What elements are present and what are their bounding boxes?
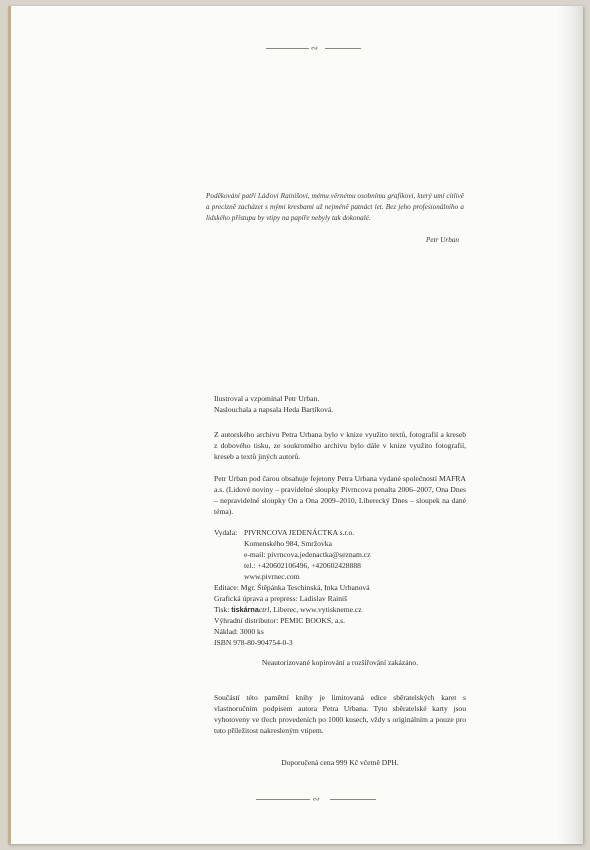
publisher-web: www.pivrnec.com [244, 572, 300, 581]
limited-edition-paragraph: Součástí této pamětní knihy je limitovaná edice sběratelských karet s vlastnoručním podpisem autora Petra Urbana. Tyto sběratelské karty jsou vyhotoveny ve třech provedeních po 1000 kusech, vždy s originálním a pouze pro tuto příležitost nakresleným vtipem. [214, 693, 466, 735]
columns-paragraph: Petr Urban pod čarou obsahuje fejetony Petra Urbana vydané společností MAFRA a.s. (Lidové noviny – pravidelné sloupky Pivrncova penalta 2006–2007, Ona Dnes – nepravidelné sloupky On a Ona 2009–2010, Liberecký Dnes – sloupek na dané téma). [214, 474, 466, 516]
imprint-design: Grafická úprava a prepress: Ladislav Rainiš [214, 594, 348, 603]
print-label: Tisk: [214, 605, 230, 614]
publisher-address: Komenského 984, Smržovka [244, 539, 332, 548]
publisher-email: e-mail: pivrncova.jedenactka@seznam.cz [244, 550, 371, 559]
printer-details: , Liberec, www.vytiskneme.cz [269, 605, 362, 614]
imprint-run: Náklad: 3000 ks [214, 627, 264, 636]
copyright-notice: Neautorizované kopírování a rozšiřování zakázáno. [261, 658, 419, 667]
ornament-line-left [256, 799, 310, 800]
price-note: Doporučená cena 999 Kč včetně DPH. [281, 758, 399, 767]
top-ornament [266, 43, 361, 55]
acknowledgement-signature: Petr Urban [426, 236, 459, 244]
imprint-editors: Editace: Mgr. Štěpánka Teschinská, Inka Urbanová [214, 583, 370, 592]
publisher-label: Vydala: [214, 528, 238, 537]
imprint-block [214, 527, 466, 648]
imprint-isbn: ISBN 978-80-904754-0-3 [214, 638, 293, 647]
page-gutter-shadow [557, 6, 583, 844]
ornament-line-right [325, 48, 361, 49]
imprint-publisher-row [214, 527, 466, 538]
printer-logo-bold: tiskárna [231, 605, 259, 614]
ornament-line-left [266, 48, 309, 49]
ornament-swirl-icon: ∾ [310, 43, 319, 53]
ornament-line-right [330, 799, 376, 800]
imprint-print [214, 604, 466, 615]
archive-paragraph: Z autorského archivu Petra Urbana bylo v knize využito textů, fotografií a kreseb z dobového tisku, ze soukromého archivu bylo dále v knize využito fotografií, kreseb a textů jiných autorů. [214, 430, 466, 461]
publisher-name: PIVRNCOVA JEDENÁCTKA s.r.o. [244, 528, 355, 537]
acknowledgement-text: Poděkování patří Láďovi Rainišovi, mému věrnému osobnímu grafikovi, který umí citlivě a precizně zacházet s mými kresbami už nejméně patnáct let. Bez jeho profesionálního a lidského přístupu by vtipy na papíře nebyly tak dokonalé. [206, 192, 464, 222]
book-page [8, 6, 583, 844]
ornament-swirl-icon: ∾ [312, 794, 320, 804]
printer-logo-italic: ctrl [258, 605, 270, 614]
bottom-ornament [256, 794, 376, 806]
credits-block [214, 393, 466, 415]
credit-illustrator: Ilustroval a vzpomínal Petr Urban. [214, 394, 320, 403]
imprint-distributor: Výhradní distributor: PEMIC BOOKS, a.s. [214, 616, 345, 625]
credit-writer: Naslouchala a napsala Heda Bartíková. [214, 405, 334, 414]
publisher-phone: tel.: +420602106496, +420602428888 [244, 561, 361, 570]
